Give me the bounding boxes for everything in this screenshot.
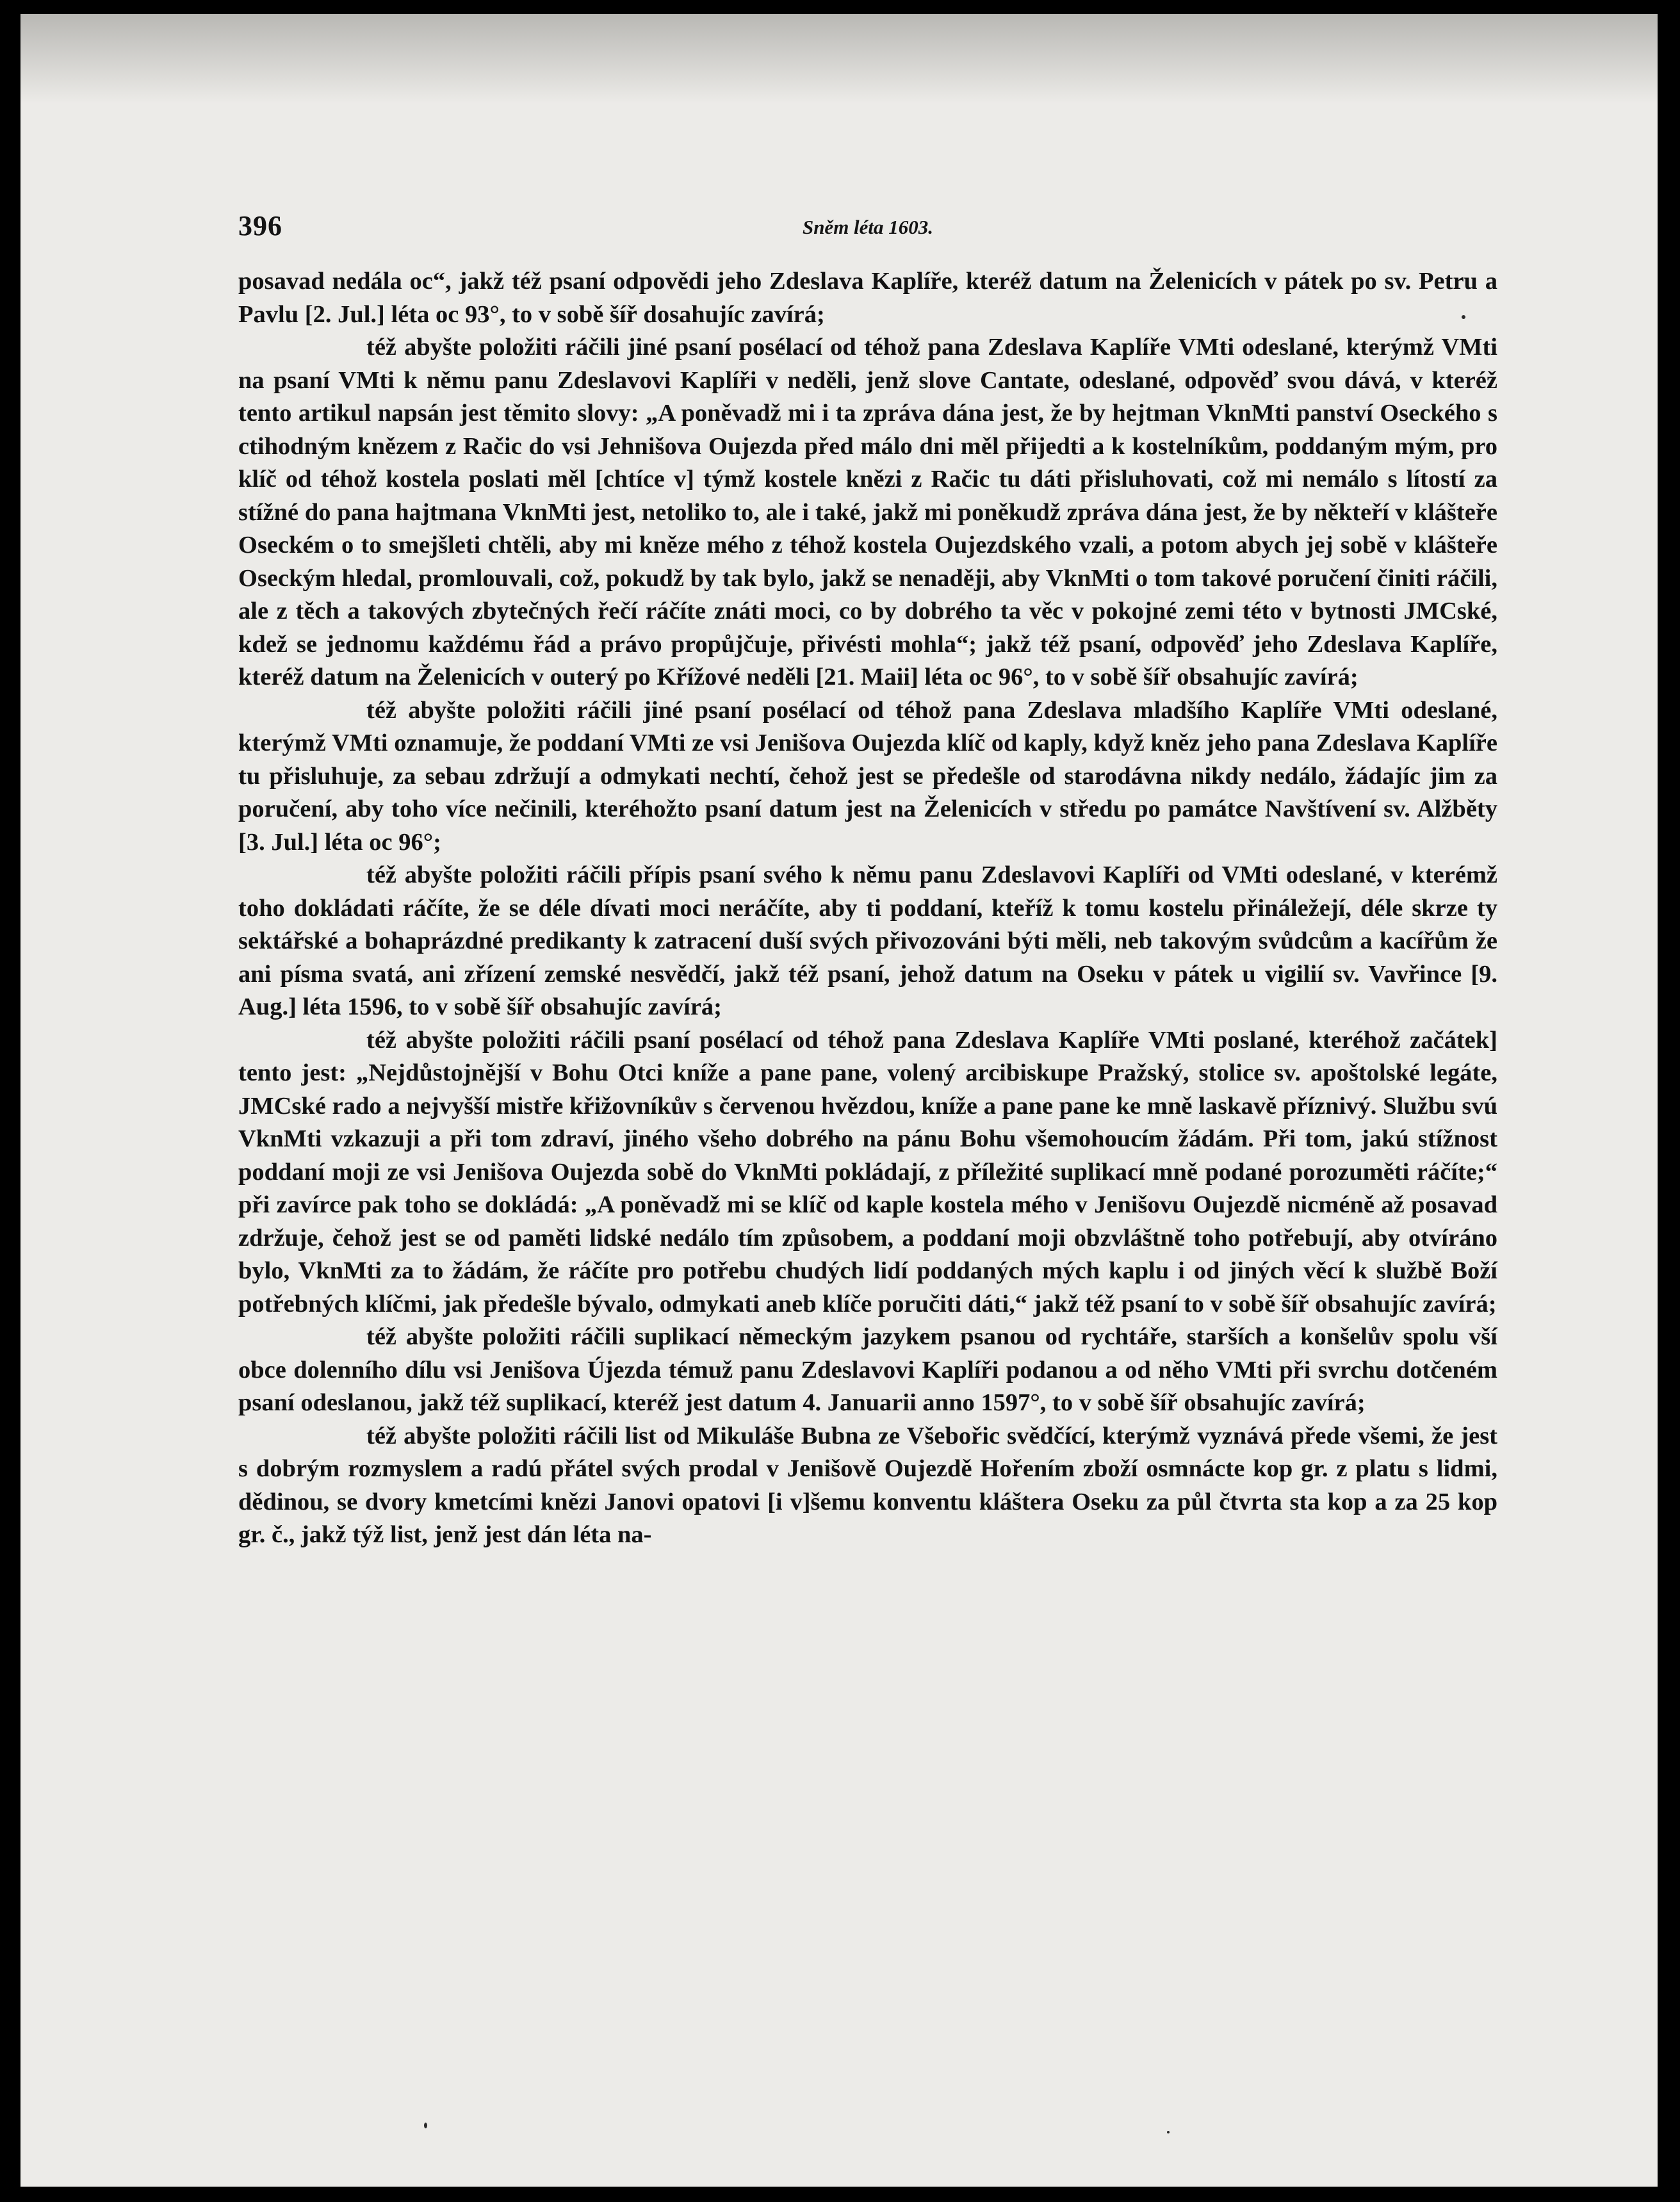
page-header	[238, 209, 1497, 248]
page-number: 396	[238, 210, 282, 241]
scan-top-shadow	[20, 14, 1658, 104]
paragraph-4: též abyšte položiti ráčili přípis psaní svého k němu panu Zdeslavovi Kaplíři od VMti odeslané, v kterémž toho dokládati ráčíte, že se déle dívati moci neráčíte, aby ti poddaní, kteříž k tomu kostelu přináležejí, déle skrze ty sektářské a bohaprázdné predikanty k zatracení duší svých přivozováni býti měli, neb takovým svůdcům a kacířům že ani písma svatá, ani zřízení zemské nesvědčí, jakž též psaní, jehož datum na Oseku v pátek u vigilií sv. Vavřince [9. Aug.] léta 1596, to v sobě šíř obsahujíc zavírá;	[238, 861, 1497, 1020]
paragraph-5: též abyšte položiti ráčili psaní posélací od téhož pana Zdeslava Kaplíře VMti poslané, kteréhož začátek] tento jest: „Nejdůstojnější v Bohu Otci kníže a pane pane, volený arcibiskupe Pražský, stolice sv. apoštolské legáte, JMCské rado a nejvyšší mistře křižovníkův s červenou hvězdou, kníže a pane pane ke mně laskavě příznivý. Službu svú VknMti vzkazuji a při tom zdraví, jiného všeho dobrého na pánu Bohu všemohoucím žádám. Při tom, jakú stížnost poddaní moji ze vsi Jenišova Oujezda sobě do VknMti pokládají, z příležité suplikací mně podané porozuměti ráčíte;“ při zavírce pak toho se dokládá: „A poněvadž mi se klíč od kaple kostela mého v Jenišovu Oujezdě nicméně až posavad zdržuje, čehož jest se od paměti lidské nedálo tím způsobem, a poddaní moji obzvláštně toho potřebují, aby otvíráno bylo, VknMti za to žádám, že ráčíte pro potřebu chudých lidí poddaných mých kaplu i od jiných věcí k službě Boží potřebných klíčmi, jak předešle bývalo, odmykati aneb klíče poručiti dáti,“ jakž též psaní to v sobě šíř obsahujíc zavírá;	[238, 1026, 1497, 1317]
scan-speck	[1462, 315, 1465, 319]
scan-speck	[424, 2123, 427, 2128]
paragraph-3: též abyšte položiti ráčili jiné psaní posélací od téhož pana Zdeslava mladšího Kaplíře VMti odeslané, kterýmž VMti oznamuje, že poddaní VMti ze vsi Jenišova Oujezda klíč od kaply, když kněz jeho pana Zdeslava Kaplíře tu přisluhuje, za sebau zdržují a odmykati nechtí, čehož jest se předešle od starodávna nikdy nedálo, žádajíc jim za poručení, aby toho více nečinili, kteréhožto psaní datum jest na Želenicích v středu po památce Navštívení sv. Alžběty [3. Jul.] léta oc 96°;	[238, 696, 1497, 856]
paragraph-6: též abyšte položiti ráčili suplikací německým jazykem psanou od rychtáře, starších a konšelův spolu vší obce dolenního dílu vsi Jenišova Újezda témuž panu Zdeslavovi Kaplíři podanou a od něho VMti při svrchu dotčeném psaní odeslanou, jakž též suplikací, kteréž jest datum 4. Januarii anno 1597°, to v sobě šíř obsahujíc zavírá;	[238, 1323, 1497, 1416]
body-text	[238, 265, 1497, 1552]
paragraph-2: též abyšte položiti ráčili jiné psaní posélací od téhož pana Zdeslava Kaplíře VMti odeslané, kterýmž VMti na psaní VMti k němu panu Zdeslavovi Kaplíři v neděli, jenž slove Cantate, odeslané, odpověď svou dává, v kteréž tento artikul napsán jest těmito slovy: „A poněvadž mi i ta zpráva dána jest, že by hejtman VknMti panství Oseckého s ctihodným knězem z Račic do vsi Jehnišova Oujezda před málo dni měl přijedti a k kostelníkům, poddaným mým, pro klíč od téhož kostela poslati měl [chtíce v] týmž kostele knězi z Račic tu dáti přisluhovati, což mi nemálo s lítostí za stížné do pana hajtmana VknMti jest, netoliko to, ale i také, jakž mi poněkudž zpráva dána jest, že by někteří v klášteře Oseckém o to smejšleti chtěli, aby mi kněze mého z téhož kostela Oujezdského vzali, a potom abych jej sobě v klášteře Oseckým hledal, promlouvali, což, pokudž by tak bylo, jakž se nenaději, aby VknMti o tom takové poručení činiti ráčili, ale z těch a takových zbytečných řečí ráčíte znáti moci, co by dobrého ta věc v pokojné zemi této v bytnosti JMCské, kdež se jednomu každému řád a právo propůjčuje, přivésti mohla“; jakž též psaní, odpověď jeho Zdeslava Kaplíře, kteréž datum na Želenicích v outerý po Křížové neděli [21. Maii] léta oc 96°, to v sobě šíř obsahujíc zavírá;	[238, 334, 1497, 690]
paragraph-1: posavad nedála oc“, jakž též psaní odpovědi jeho Zdeslava Kaplíře, kteréž datum na Želenicích v pátek po sv. Petru a Pavlu [2. Jul.] léta oc 93°, to v sobě šíř dosahujíc zavírá;	[238, 268, 1497, 328]
paragraph-7: též abyšte položiti ráčili list od Mikuláše Bubna ze Všebořic svědčící, kterýmž vyznává přede všemi, že jest s dobrým rozmyslem a radú přátel svých prodal v Jenišově Oujezdě Hořením zboží osmnácte kop gr. z platu s lidmi, dědinou, se dvory kmetcími knězi Janovi opatovi [i v]šemu konventu kláštera Oseku za půl čtvrta sta kop a za 25 kop gr. č., jakž týž list, jenž jest dán léta na-	[238, 1422, 1497, 1548]
scan-speck	[1167, 2131, 1170, 2133]
running-head: Sněm léta 1603.	[802, 216, 934, 238]
scanned-page	[20, 14, 1658, 2187]
